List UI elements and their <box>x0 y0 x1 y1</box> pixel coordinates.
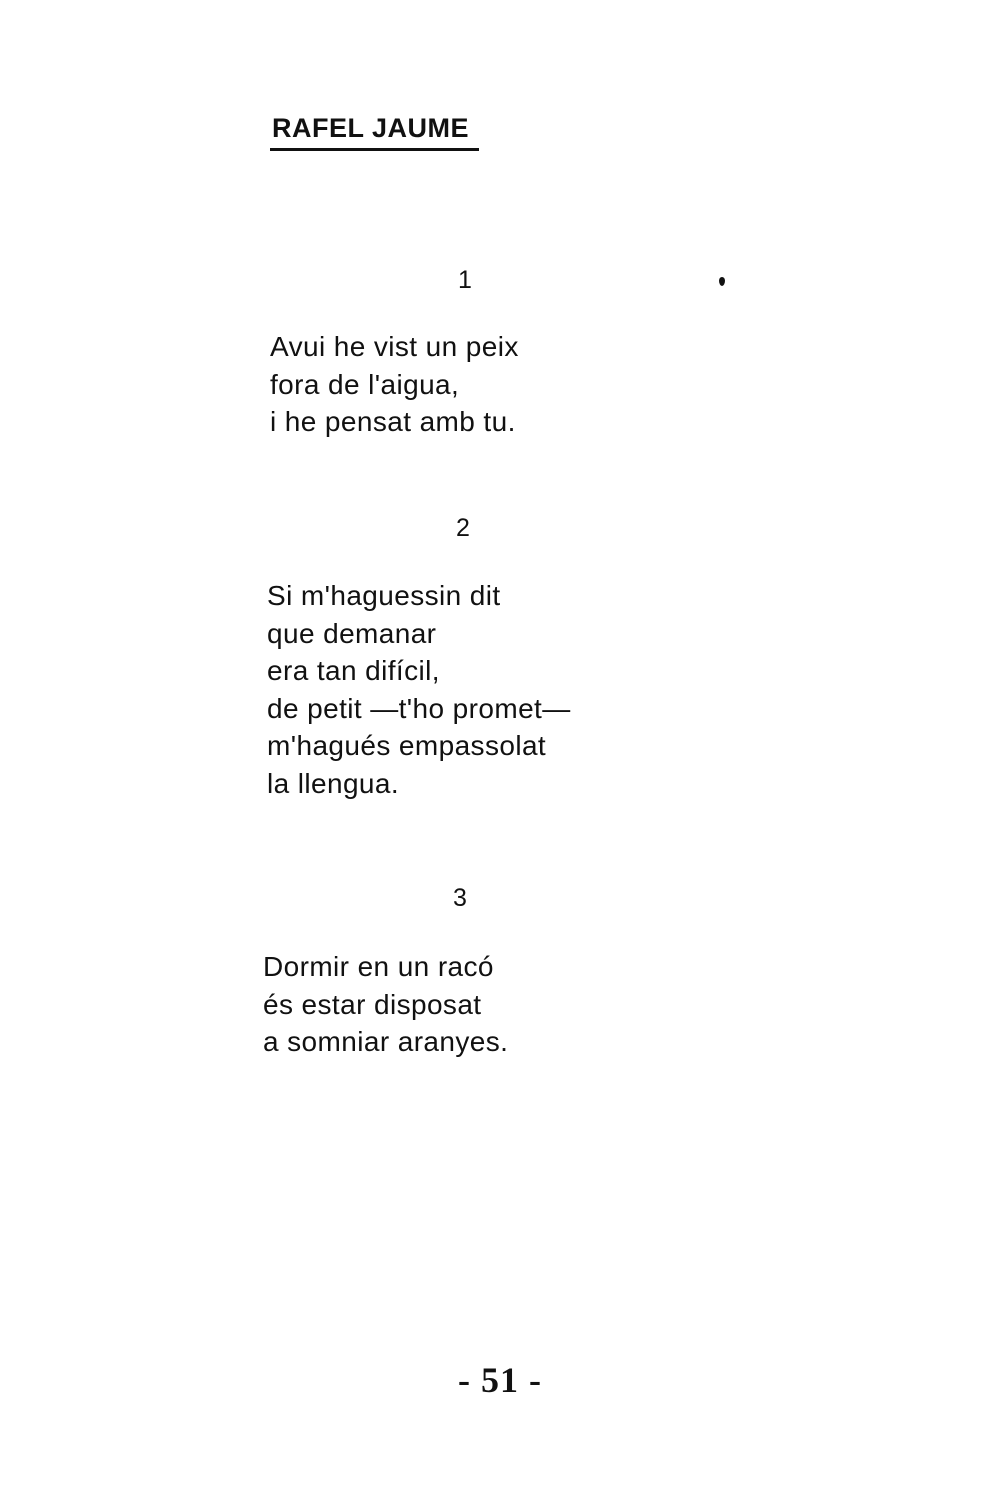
poem-1-stanza <box>270 328 519 441</box>
poem-line: Avui he vist un peix <box>270 331 519 362</box>
poem-3-stanza <box>263 948 508 1061</box>
poem-line: Dormir en un racó <box>263 951 494 982</box>
poem-line: era tan difícil, <box>267 655 440 686</box>
poem-line: la llengua. <box>267 767 400 799</box>
poem-number-3: 3 <box>453 884 467 912</box>
poem-line: a somniar aranyes. <box>263 1026 509 1057</box>
poem-line: i he pensat amb tu. <box>270 406 516 437</box>
poem-line: de petit —t'ho promet— <box>267 692 571 724</box>
author-heading: RAFEL JAUME <box>272 113 470 143</box>
poem-line: és estar disposat <box>263 988 482 1020</box>
author-underline <box>270 148 479 151</box>
page-number: - 51 - <box>458 1360 542 1400</box>
poem-line: m'hagués empassolat <box>267 730 547 761</box>
ink-speck <box>719 277 725 286</box>
poem-line: fora de l'aigua, <box>270 368 460 400</box>
poem-line: Si m'haguessin dit <box>267 580 501 611</box>
poem-2-stanza <box>267 577 571 802</box>
poem-number-1: 1 <box>458 266 472 294</box>
poem-number-2: 2 <box>456 514 470 542</box>
poem-line: que demanar <box>267 617 437 649</box>
